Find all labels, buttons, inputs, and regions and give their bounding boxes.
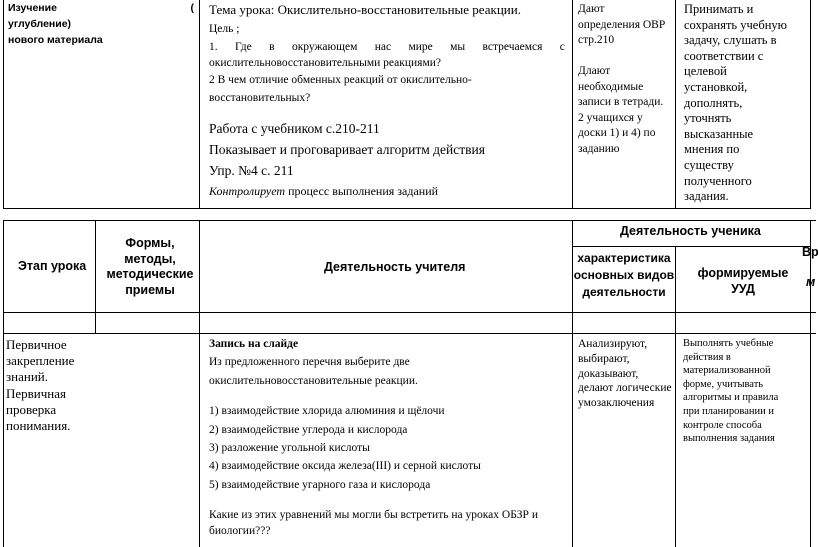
uud-line: существу — [684, 157, 734, 172]
reaction-item: 2) взаимодействие углерода и кислорода — [209, 423, 408, 436]
header-characteristic-line: характеристика — [577, 251, 671, 265]
uud-line: высказанные — [684, 126, 754, 141]
table-border — [810, 0, 811, 209]
reaction-item: 5) взаимодействие угарного газа и кислорода — [209, 478, 431, 491]
uud-cell — [684, 2, 808, 205]
students-activity-line: доски 1) и 4) по — [578, 127, 656, 139]
row-stage-cell — [6, 337, 94, 434]
header-teacher-activity: Деятельность учителя — [324, 260, 466, 274]
row-characteristic-line: доказывают, — [578, 367, 639, 380]
question-text: Какие из этих уравнений мы могли бы встретить на уроках ОБЗР и — [209, 509, 538, 521]
row-stage-line: закрепление — [6, 353, 75, 369]
uud-line: дополнять, — [684, 95, 743, 110]
header-student-activity: Деятельность ученика — [620, 224, 761, 238]
table-border — [3, 0, 4, 209]
students-activity-line: 2 учащихся у — [578, 111, 643, 124]
reaction-item: 3) разложение угольной кислоты — [209, 441, 370, 454]
row-characteristic-line: умозаключения — [578, 397, 655, 410]
reaction-item: 1) взаимодействие хлорида алюминия и щёлочи — [209, 405, 445, 418]
row-teacher-cell — [209, 337, 569, 539]
lesson-topic: Тема урока: Окислительно-восстановительные реакции. — [209, 2, 521, 17]
uud-line: Принимать и — [684, 2, 754, 16]
header-uud-line: формируемые — [697, 266, 789, 280]
table-border — [3, 208, 811, 209]
row-uud-line: форме, учитывать — [683, 378, 764, 390]
question-1-word: Где — [235, 40, 252, 53]
uud-line: уточнять — [684, 111, 732, 126]
row-uud-line: действия в — [683, 351, 731, 363]
row-stage-line: проверка — [6, 401, 57, 417]
uud-line: задания. — [684, 189, 729, 204]
table-border — [810, 220, 811, 547]
row-uud-cell — [683, 337, 808, 446]
task-text: Из предложенного перечня выберите две — [209, 356, 410, 369]
row-characteristic-line: Анализируют, — [578, 338, 648, 350]
students-activity-cell — [578, 2, 672, 157]
uud-line: соответствии с — [684, 48, 764, 63]
students-activity-line: Дают — [578, 3, 605, 15]
row-uud-line: материализованной — [683, 365, 771, 377]
header-forms — [100, 236, 200, 298]
question-1-word: мире — [408, 40, 433, 53]
uud-line: мнения по — [684, 142, 740, 157]
table-border — [572, 0, 573, 209]
question-1-word: с — [559, 40, 565, 53]
students-activity-line: Длают — [578, 65, 611, 77]
uud-line: полученного — [684, 173, 752, 188]
reactions-list — [209, 404, 569, 492]
row-uud-line: алгоритмы и правила — [683, 392, 779, 404]
uud-line: задачу, слушать в — [684, 33, 777, 48]
task-text: окислительновосстановительные реакции. — [209, 374, 418, 387]
slide-title: Запись на слайде — [209, 338, 299, 350]
table-border — [572, 246, 810, 247]
row-stage-line: Первичная — [6, 385, 66, 401]
control-text — [209, 184, 565, 199]
students-activity-line — [578, 49, 672, 65]
row-uud-line: контроле способа — [683, 419, 762, 431]
row-characteristic-cell — [578, 337, 674, 411]
question-1-word: 1. — [209, 40, 218, 53]
table-border — [199, 0, 200, 209]
control-rest: процесс выполнения заданий — [285, 183, 439, 198]
row-stage-line: знаний. — [6, 369, 48, 385]
header-uud — [676, 266, 810, 297]
students-activity-line: записи в тетради. — [578, 96, 664, 108]
row-uud-line: выполнения задания — [683, 433, 775, 445]
question-1-word: окружающем — [291, 40, 358, 53]
table-border — [95, 220, 96, 333]
header-forms-line: методические — [106, 267, 194, 281]
students-activity-line: заданию — [578, 142, 620, 155]
table-border — [3, 333, 816, 334]
header-time-cut-2: м — [806, 275, 816, 289]
reaction-item: 4) взаимодействие оксида железа(III) и серной кислоты — [209, 460, 481, 473]
students-activity-line: определения ОВР — [578, 18, 666, 31]
students-activity-line: стр.210 — [578, 34, 615, 46]
textbook-work: Работа с учебником с.210-211 — [209, 121, 380, 137]
stage-text: углубление) — [8, 18, 72, 31]
question-1-word: мы — [450, 40, 466, 53]
stage-text: ( — [190, 2, 194, 14]
question-1-word: встречаемся — [482, 40, 543, 53]
row-characteristic-line: выбирают, — [578, 352, 630, 365]
exercise-text: Упр. №4 с. 211 — [209, 162, 294, 178]
header-characteristic-line: деятельности — [582, 285, 666, 299]
lesson-goal: Цель ; — [209, 23, 240, 36]
header-characteristic-line: основных видов — [573, 268, 675, 282]
header-forms-line: Формы, — [125, 236, 175, 250]
uud-line: сохранять учебную — [684, 17, 787, 32]
question-text: биологии??? — [209, 525, 271, 538]
teacher-activity-cell — [209, 2, 565, 199]
question-1-cont: окислительновосстановительными реакциями? — [209, 57, 441, 69]
question-1 — [209, 40, 565, 54]
header-characteristic — [572, 251, 676, 300]
stage-text: Изучение — [8, 2, 57, 14]
uud-line: целевой — [684, 64, 727, 79]
control-italic: Контролирует — [209, 183, 286, 198]
row-stage-line: понимания. — [6, 418, 71, 434]
row-uud-line: Выполнять учебные — [683, 338, 774, 349]
stage-text: нового материала — [8, 34, 103, 47]
stage-cell — [8, 2, 194, 47]
header-time-cut: Вр — [802, 245, 819, 259]
row-stage-line: Первичное — [6, 337, 67, 352]
header-forms-line: методы, — [124, 251, 176, 266]
question-2-cont: восстановительных? — [209, 91, 311, 104]
header-forms-line: приемы — [125, 282, 175, 297]
question-1-word: в — [269, 40, 275, 53]
row-uud-line: при планировании и — [683, 405, 774, 417]
row-characteristic-line: делают логические — [578, 382, 672, 395]
stage-line-1 — [8, 2, 194, 15]
header-uud-line: УУД — [731, 281, 755, 296]
header-stage: Этап урока — [18, 259, 87, 273]
question-2: 2 В чем отличие обменных реакций от окислительно- — [209, 74, 472, 87]
table-border — [3, 220, 816, 221]
table-border — [3, 312, 816, 313]
uud-line: установкой, — [684, 79, 748, 94]
algorithm-text: Показывает и проговаривает алгоритм действия — [209, 142, 485, 157]
question-1-word: нас — [374, 40, 392, 53]
table-border — [675, 0, 676, 209]
students-activity-line: необходимые — [578, 80, 644, 93]
table-border — [3, 220, 4, 547]
